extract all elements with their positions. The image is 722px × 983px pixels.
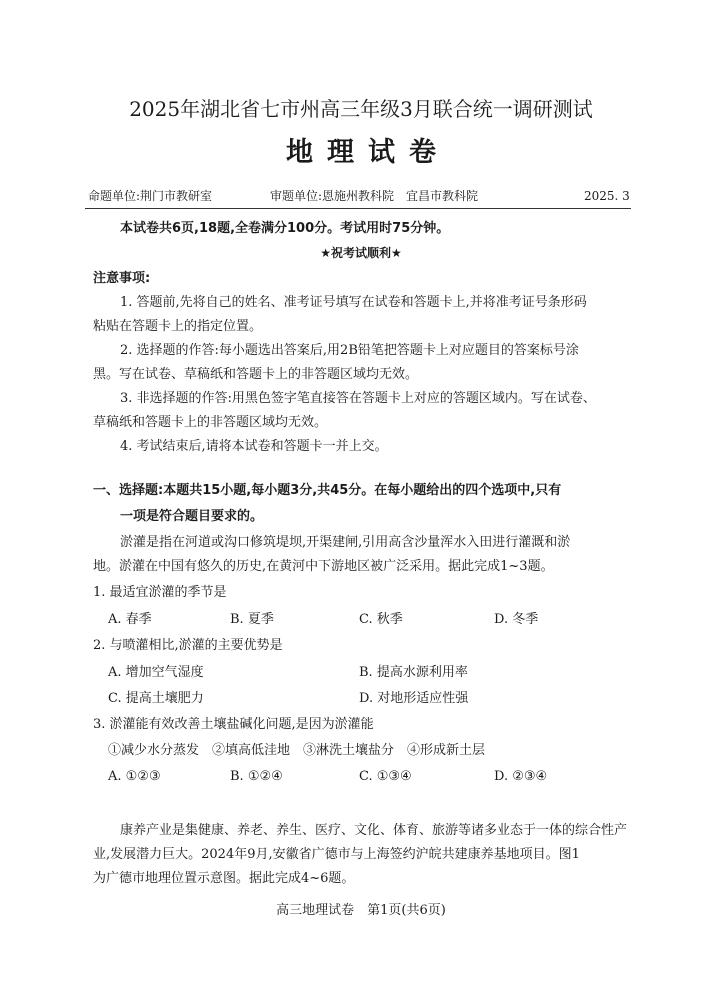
exam-date: 2025. 3 xyxy=(584,189,630,203)
option-b: B. 夏季 xyxy=(230,612,274,627)
option-d: D. ②③④ xyxy=(494,769,548,784)
option-c: C. 秋季 xyxy=(359,612,403,627)
option-a: A. ①②③ xyxy=(108,769,161,784)
notes-heading: 注意事项: xyxy=(93,271,151,286)
question-1-stem: 1. 最适宜淤灌的季节是 xyxy=(93,585,227,600)
passage-line: 业,发展潜力巨大。2024年9月,安徽省广德市与上海签约沪皖共建康养基地项目。图1 xyxy=(93,847,580,862)
option-d: D. 对地形适应性强 xyxy=(359,691,469,706)
passage-line: 地。淤灌在中国有悠久的历史,在黄河中下游地区被广泛采用。据此完成1~3题。 xyxy=(93,559,554,574)
passage-line: 为广德市地理位置示意图。据此完成4~6题。 xyxy=(93,871,355,886)
exam-title: 2025年湖北省七市州高三年级3月联合统一调研测试 xyxy=(129,97,593,121)
page-footer: 高三地理试卷 第1页(共6页) xyxy=(276,903,446,918)
note-line: 1. 答题前,先将自己的姓名、准考证号填写在试卷和答题卡上,并将准考证号条形码 xyxy=(120,295,587,310)
note-line: 草稿纸和答题卡上的非答题区域均无效。 xyxy=(93,415,328,430)
question-2-stem: 2. 与喷灌相比,淤灌的主要优势是 xyxy=(93,638,283,653)
note-line: 粘贴在答题卡上的指定位置。 xyxy=(93,319,263,334)
option-b: B. ①②④ xyxy=(230,769,283,784)
question-3-stem: 3. 淤灌能有效改善土壤盐碱化问题,是因为淤灌能 xyxy=(93,717,374,732)
author-unit: 命题单位:荆门市教研室 xyxy=(88,189,213,203)
option-c: C. 提高土壤肥力 xyxy=(108,691,204,706)
option-d: D. 冬季 xyxy=(494,612,539,627)
blessing: ★祝考试顺利★ xyxy=(320,246,402,260)
question-3-statements: ①减少水分蒸发 ②填高低洼地 ③淋洗土壤盐分 ④形成新土层 xyxy=(108,743,486,758)
section-heading: 一项是符合题目要求的。 xyxy=(120,509,264,524)
note-line: 黑。写在试卷、草稿纸和答题卡上的非答题区域均无效。 xyxy=(93,367,419,382)
passage-line: 淤灌是指在河道或沟口修筑堤坝,开渠建闸,引用高含沙量浑水入田进行灌溉和淤 xyxy=(120,535,571,550)
option-a: A. 增加空气湿度 xyxy=(108,665,204,680)
option-a: A. 春季 xyxy=(108,612,152,627)
header-rule xyxy=(85,208,631,209)
subject-title: 地理试卷 xyxy=(286,137,450,168)
section-heading: 一、选择题:本题共15小题,每小题3分,共45分。在每小题给出的四个选项中,只有 xyxy=(93,483,562,498)
note-line: 4. 考试结束后,请将本试卷和答题卡一并上交。 xyxy=(120,439,388,454)
option-c: C. ①③④ xyxy=(359,769,412,784)
exam-summary: 本试卷共6页,18题,全卷满分100分。考试用时75分钟。 xyxy=(120,221,450,236)
note-line: 3. 非选择题的作答:用黑色签字笔直接答在答题卡上对应的答题区域内。写在试卷、 xyxy=(120,391,596,406)
option-b: B. 提高水源利用率 xyxy=(359,665,468,680)
review-unit: 审题单位:恩施州教科院 宜昌市教科院 xyxy=(270,189,479,203)
passage-line: 康养产业是集健康、养老、养生、医疗、文化、体育、旅游等诸多业态于一体的综合性产 xyxy=(120,823,628,838)
note-line: 2. 选择题的作答:每小题选出答案后,用2B铅笔把答题卡上对应题目的答案标号涂 xyxy=(120,343,579,358)
